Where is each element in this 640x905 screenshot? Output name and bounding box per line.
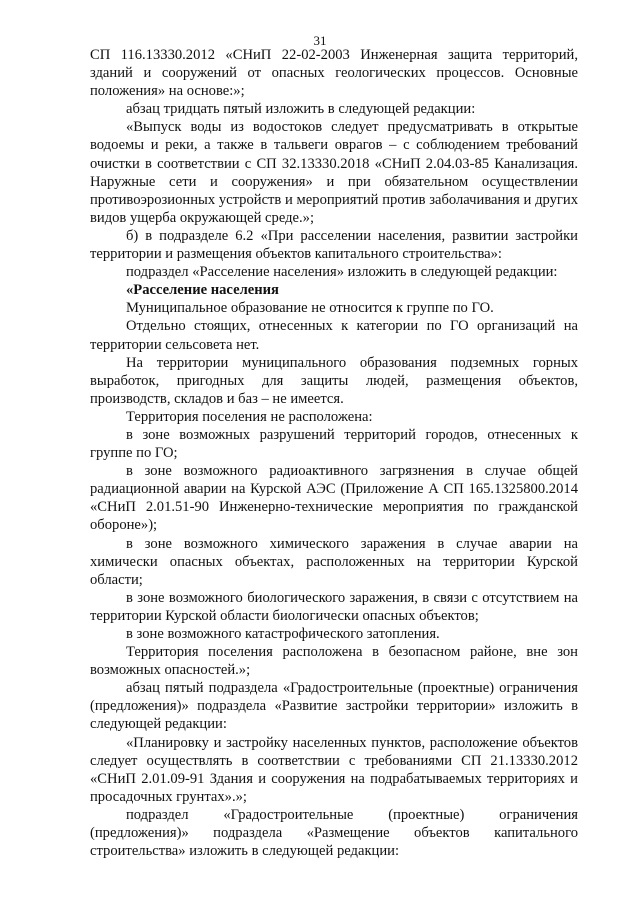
paragraph: Отдельно стоящих, отнесенных к категории по ГО организаций на территории сельсовета нет. bbox=[90, 318, 578, 353]
paragraph: в зоне возможного биологического заражения, в связи с отсутствием на территории Курской области биологически опасных объектов; bbox=[90, 589, 578, 624]
paragraph: Муниципальное образование не относится к группе по ГО. bbox=[126, 300, 494, 317]
paragraph: СП 116.13330.2012 «СНиП 22-02-2003 Инженерная защита территорий, зданий и сооружений от опасных геологических процессов. Основные положения» на основе:»; bbox=[90, 47, 578, 100]
paragraph: в зоне возможных разрушений территорий городов, отнесенных к группе по ГО; bbox=[90, 426, 578, 462]
paragraph: абзац тридцать пятый изложить в следующей редакции: bbox=[126, 101, 476, 118]
paragraph: б) в подразделе 6.2 «При расселении населения, развитии застройки территории и размещения объектов капитального строительства»: bbox=[90, 227, 578, 263]
paragraph: «Выпуск воды из водостоков следует предусматривать в открытые водоемы и реки, а также в тальвеги оврагов – с соблюдением требований очистки в соответствии с СП 32.13330.2018 «СНиП 2.04.03-85 Канализация. Наружные сети и сооружения» и при обязательном осуществлении противоэрозионных устройств и мероприятий против заболачивания и других видов ущерба окружающей среде.»; bbox=[90, 119, 578, 226]
paragraph: абзац пятый подраздела «Градостроительные (проектные) ограничения (предложения)» подраздела «Развитие застройки территории» изложить в следующей редакции: bbox=[90, 680, 578, 733]
paragraph: в зоне возможного радиоактивного загрязнения в случае общей радиационной аварии на Курской АЭС (Приложение А СП 165.1325800.2014 «СНиП 2.01.51-90 Инженерно-технические мероприятия по гражданской обороне»); bbox=[90, 463, 578, 534]
document-body bbox=[90, 46, 578, 860]
paragraph: подраздел «Расселение населения» изложить в следующей редакции: bbox=[126, 264, 558, 281]
paragraph: подраздел «Градостроительные (проектные) ограничения (предложения)» подраздела «Размещение объектов капитального строительства» изложить в следующей редакции: bbox=[90, 806, 578, 860]
paragraph: в зоне возможного химического заражения в случае аварии на химически опасных объектах, расположенных на территории Курской области; bbox=[90, 535, 578, 588]
page-number: 31 bbox=[313, 33, 327, 48]
paragraph: На территории муниципального образования подземных горных выработок, пригодных для защиты людей, размещения объектов, производств, складов и баз – не имеется. bbox=[90, 354, 578, 407]
paragraph: Территория поселения не расположена: bbox=[126, 408, 373, 425]
paragraph: Территория поселения расположена в безопасном районе, вне зон возможных опасностей.»; bbox=[90, 644, 578, 679]
paragraph: в зоне возможного катастрофического затопления. bbox=[126, 626, 440, 642]
paragraph: «Планировку и застройку населенных пунктов, расположение объектов следует осуществлять в соответствии с требованиями СП 21.13330.2012 «СНиП 2.01.09-91 Здания и сооружения на подрабатываемых территориях и просадочных грунтах».»; bbox=[90, 734, 578, 805]
section-heading: «Расселение населения bbox=[126, 282, 279, 299]
